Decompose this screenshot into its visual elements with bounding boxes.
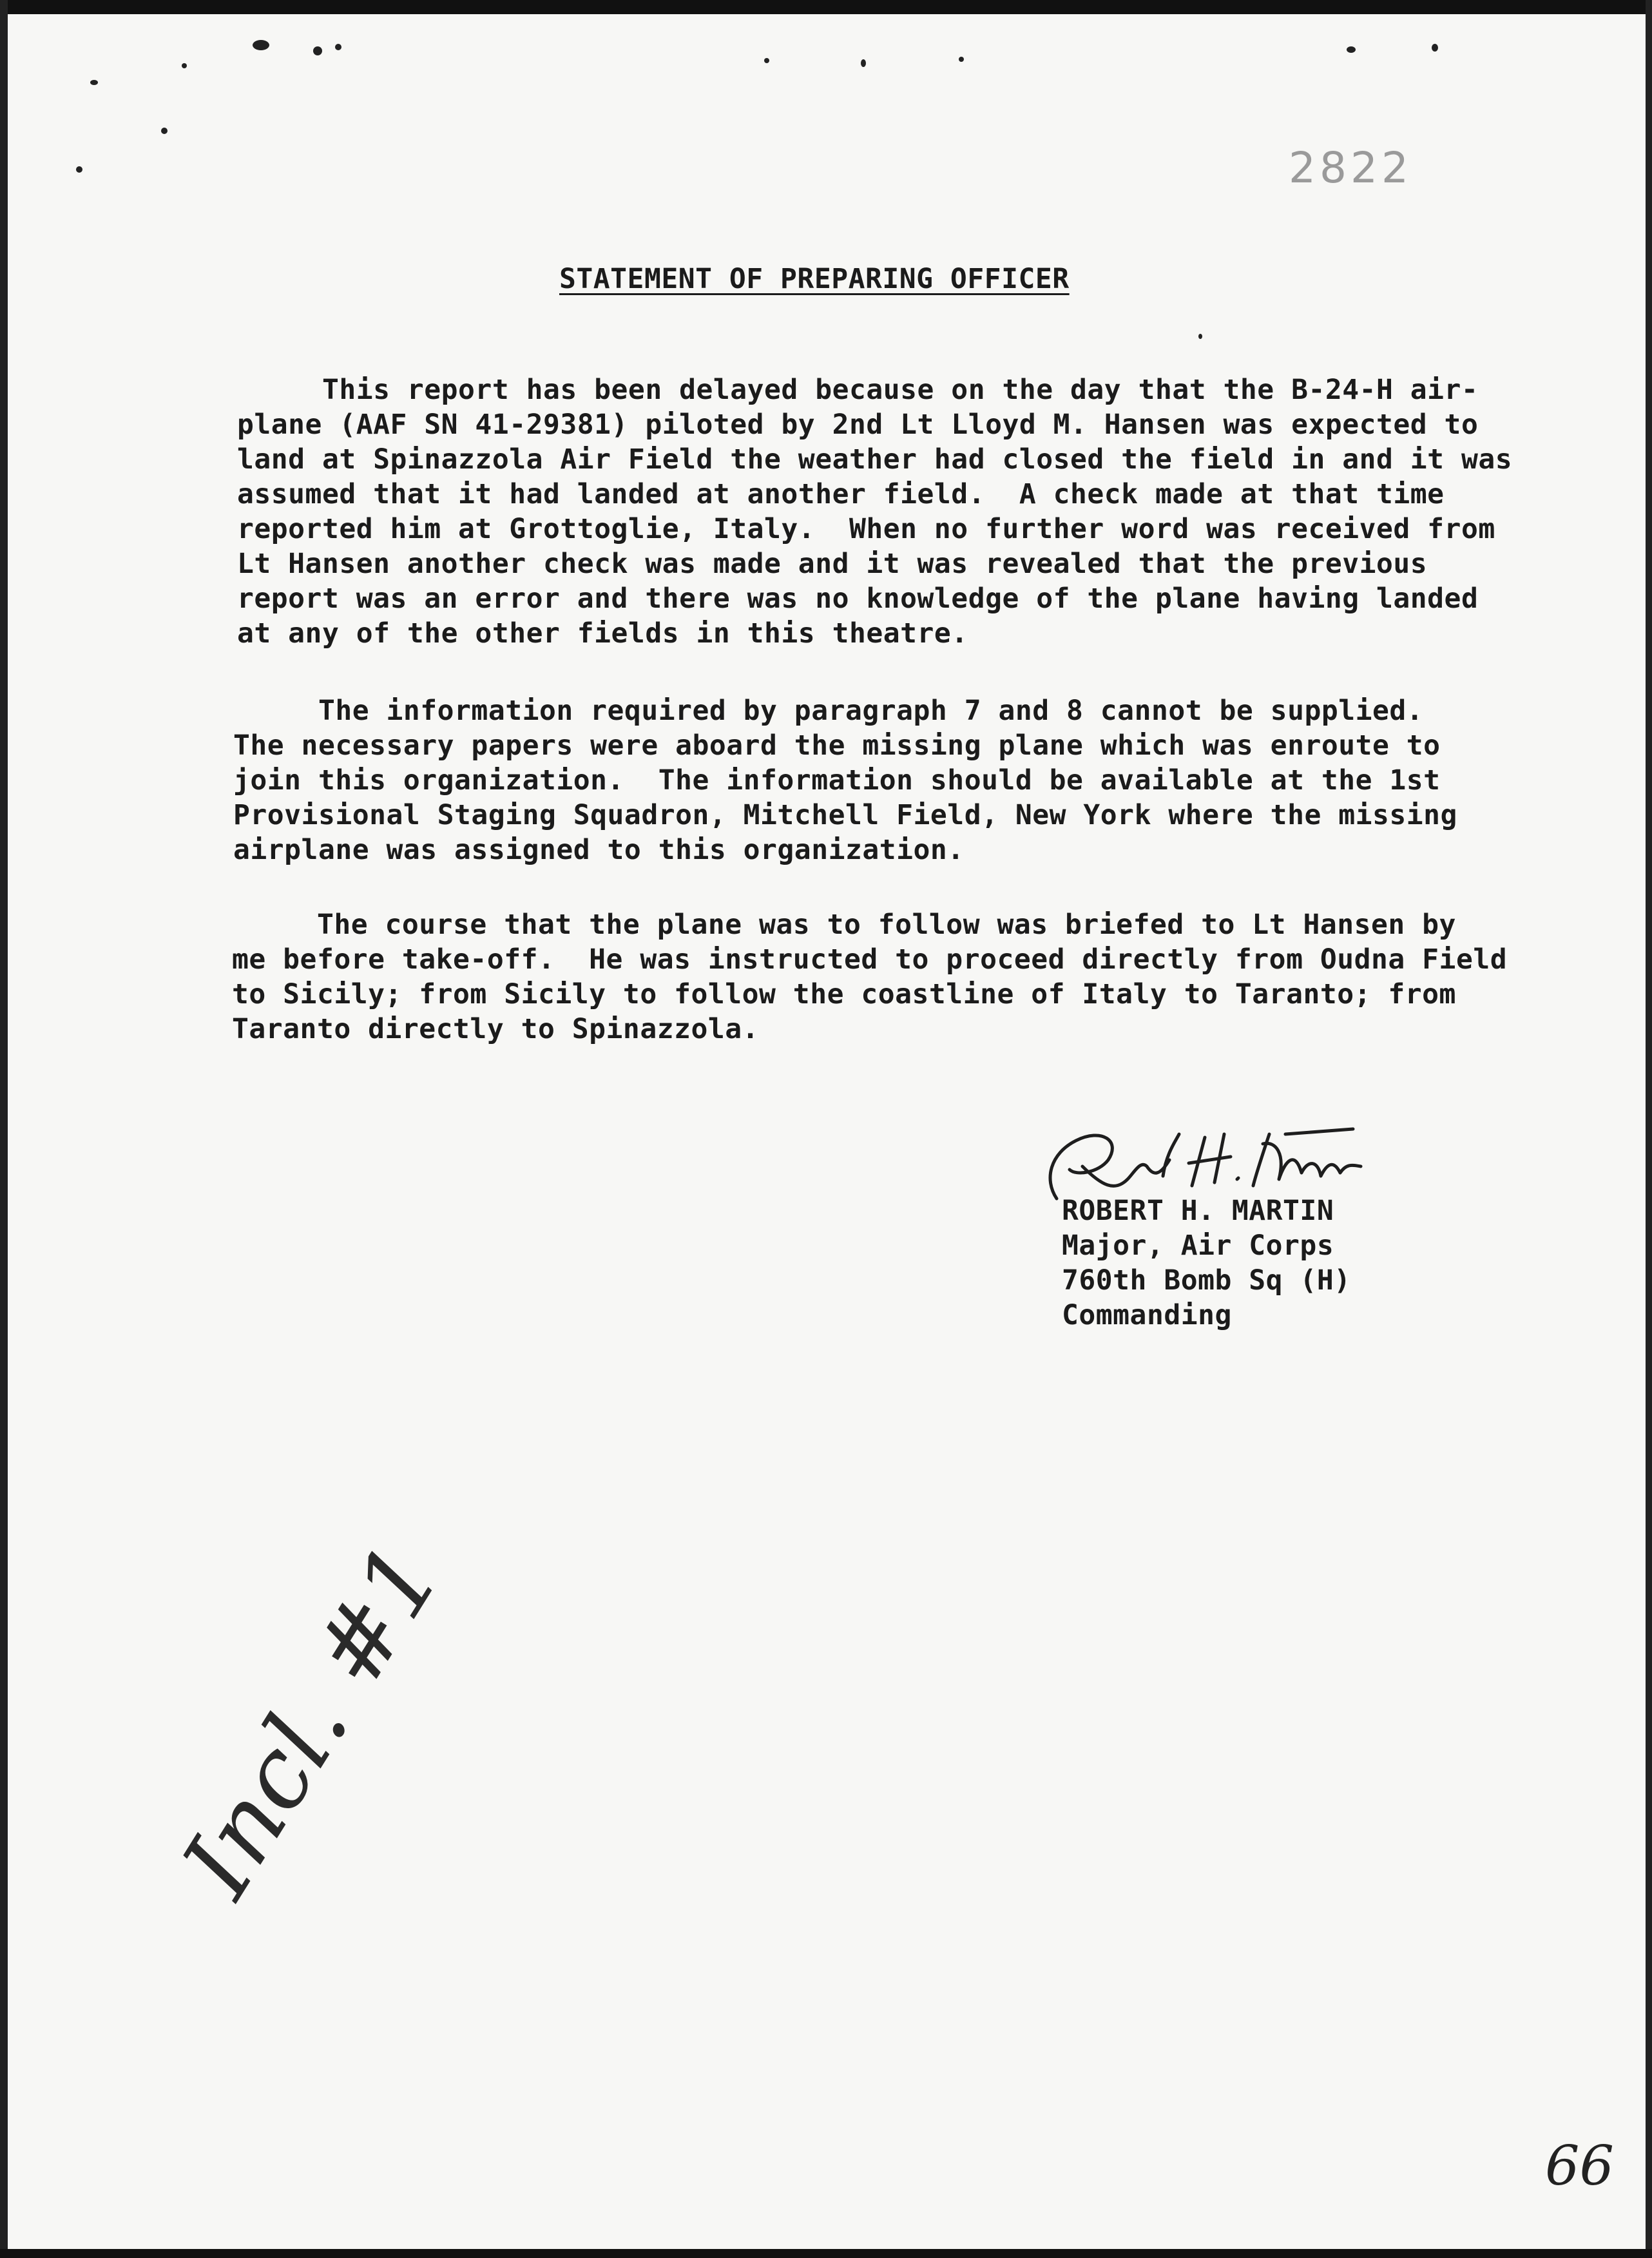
text-line: plane (AAF SN 41-29381) piloted by 2nd Lt Lloyd M. Hansen was expected to [237, 409, 1479, 441]
scan-speck [90, 80, 98, 85]
signer-name: ROBERT H. MARTIN [1062, 1195, 1334, 1227]
scan-speck [76, 166, 82, 173]
scan-speck [764, 58, 769, 63]
signer-role: Commanding [1062, 1299, 1232, 1331]
text-line: Provisional Staging Squadron, Mitchell Field, New York where the missing [233, 799, 1457, 831]
text-line: airplane was assigned to this organization. [233, 834, 965, 866]
scan-speck [959, 57, 964, 62]
scan-speck [1432, 44, 1438, 52]
scan-speck [253, 40, 269, 50]
scan-edge-bottom [0, 2249, 1652, 2258]
handwritten-inclosure-note: Incl. #1 [161, 1525, 463, 1916]
handwritten-page-number: 66 [1545, 2134, 1614, 2197]
text-line: The necessary papers were aboard the missing plane which was enroute to [233, 729, 1441, 762]
scan-edge-right [1646, 0, 1652, 2258]
text-line: Taranto directly to Spinazzola. [232, 1013, 760, 1045]
text-line: join this organization. The information should be available at the 1st [233, 764, 1441, 796]
text-line: This report has been delayed because on the day that the B-24-H air- [237, 374, 1479, 406]
text-line: report was an error and there was no knowledge of the plane having landed [237, 583, 1479, 615]
scan-speck [182, 63, 187, 68]
text-line: to Sicily; from Sicily to follow the coastline of Italy to Taranto; from [232, 978, 1456, 1010]
signer-rank: Major, Air Corps [1062, 1230, 1334, 1262]
text-line: The course that the plane was to follow was briefed to Lt Hansen by [232, 909, 1456, 941]
text-line: The information required by paragraph 7 and 8 cannot be supplied. [233, 695, 1424, 727]
scan-speck [313, 46, 322, 55]
text-line: assumed that it had landed at another field. A check made at that time [237, 478, 1445, 510]
scan-edge-top [0, 0, 1652, 14]
text-line: at any of the other fields in this theatre. [237, 617, 968, 650]
text-line: reported him at Grottoglie, Italy. When no further word was received from [237, 513, 1495, 545]
scan-speck [1347, 46, 1356, 53]
signature-block [1062, 1193, 1351, 1333]
scan-speck [161, 128, 168, 134]
scan-speck [861, 59, 866, 67]
text-line: Lt Hansen another check was made and it was revealed that the previous [237, 548, 1428, 580]
handwritten-reference-number: 2822 [1289, 143, 1412, 193]
scan-speck [1198, 334, 1202, 339]
text-line: me before take-off. He was instructed to proceed directly from Oudna Field [232, 943, 1508, 976]
document-title: STATEMENT OF PREPARING OFFICER [559, 263, 1070, 295]
signer-unit: 760th Bomb Sq (H) [1062, 1264, 1351, 1297]
scan-speck [335, 44, 341, 50]
scan-edge-left [0, 0, 8, 2258]
text-line: land at Spinazzola Air Field the weather had closed the field in and it was [237, 443, 1513, 476]
